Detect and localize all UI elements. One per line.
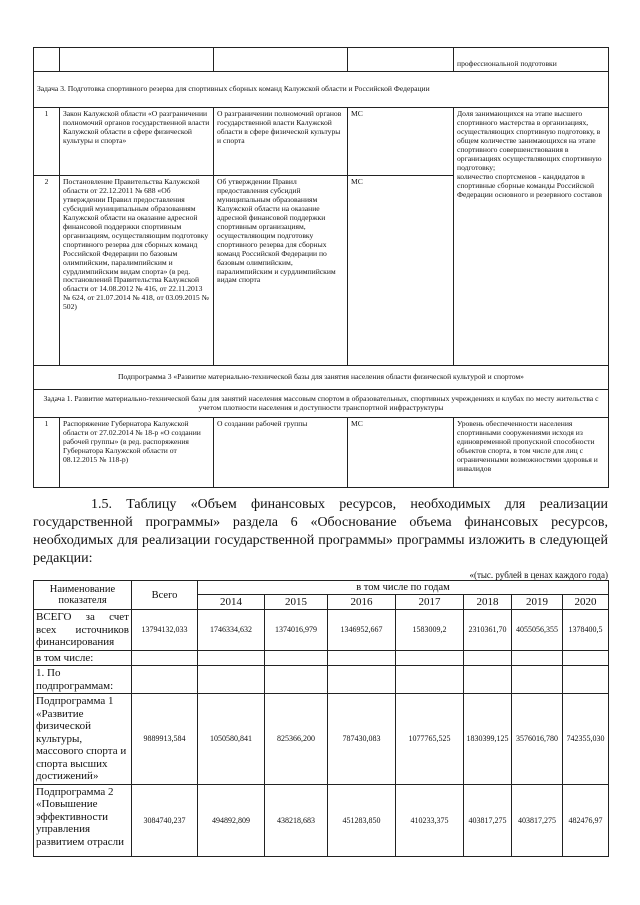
row-name: 1. По подпрограммам: <box>34 666 132 694</box>
subject-cell: О создании рабочей группы <box>214 418 348 488</box>
row-value: 825366,200 <box>265 694 328 785</box>
row-value: 403817,275 <box>512 784 563 856</box>
document-cell: Постановление Правительства Калужской области от 22.12.2011 № 688 «Об утверждении Правил предоставления субсидий муниципальным образованиям Калужской области на оказание адресной финансовой поддержки спортивным организациям, осуществляющим подготовку спортивного резерва для сборных команд Российской Федерации по базовым олимпийским, паралимпийским и сурдлимпийским видам спорта» (в ред. постановлений Правительства Калужской области от 14.08.2012 № 416, от 22.11.2013 № 624, от 21.07.2014 № 418, от 03.09.2015 № 502) <box>60 176 214 366</box>
row-number: 2 <box>34 176 60 366</box>
row-name: в том числе: <box>34 650 132 666</box>
subject-cell: Об утверждении Правил предоставления субсидий муниципальным образованиям Калужской области на оказание адресной финансовой поддержки спортивным организациям, осуществляющим подготовку спортивного резерва для сборных команд Российской Федерации по базовым олимпийским, паралимпийским и сурдлимпийским видам спорта <box>214 176 348 366</box>
task1-header-row <box>34 390 609 418</box>
year-header: 2020 <box>563 595 609 610</box>
row-value: 438218,683 <box>265 784 328 856</box>
finance-row-including <box>34 650 609 666</box>
row-value: 1378400,5 <box>563 610 609 651</box>
year-header: 2019 <box>512 595 563 610</box>
year-header: 2018 <box>464 595 512 610</box>
row-total: 13794132,033 <box>132 610 198 651</box>
row-value: 787430,083 <box>328 694 396 785</box>
finance-row-by-subprograms <box>34 666 609 694</box>
year-header: 2014 <box>198 595 265 610</box>
row-number: 1 <box>34 108 60 176</box>
finance-row-subprogram-1 <box>34 694 609 785</box>
regulatory-acts-table <box>33 47 609 488</box>
row-value: 1746334,632 <box>198 610 265 651</box>
task3-row-1 <box>34 108 609 176</box>
finance-row-subprogram-2 <box>34 784 609 856</box>
row-value: 494892,809 <box>198 784 265 856</box>
executor-cell: МС <box>348 176 454 366</box>
task1-row-1 <box>34 418 609 488</box>
executor-cell: МС <box>348 418 454 488</box>
units-note: «(тыс. рублей в ценах каждого года) <box>469 570 608 580</box>
indicator-text-2: количество спортсменов - кандидатов в спортивные сборные команды Российской Федерации основного и резервного составов <box>457 171 602 199</box>
row-name: Подпрограмма 2 «Повышение эффективности управления развитием отрасли <box>34 784 132 856</box>
row-value: 1374016,979 <box>265 610 328 651</box>
row-value: 1050580,841 <box>198 694 265 785</box>
indicator-text-1: Доля занимающихся на этапе высшего спортивного мастерства в организациях, осуществляющих спортивную подготовку, в общем количестве занимающихся на этапе спортивного совершенствования в организациях осуществляющих спортивную подготовку; <box>457 109 602 172</box>
executor-cell: МС <box>348 108 454 176</box>
subprogram3-header: Подпрограмма 3 «Развитие материально-технической базы для занятия населения области физической культурой и спортом» <box>34 366 609 390</box>
row-value: 1346952,667 <box>328 610 396 651</box>
task3-header: Задача 3. Подготовка спортивного резерва для спортивных сборных команд Калужской области и Российской Федерации <box>34 72 609 108</box>
amendment-paragraph <box>33 496 608 568</box>
subprogram3-header-row <box>34 366 609 390</box>
col-years-group-header: в том числе по годам <box>198 581 609 595</box>
row-value: 1077765,525 <box>396 694 464 785</box>
task1-header: Задача 1. Развитие материально-технической базы для занятий населения массовым спортом в образовательных, спортивных учреждениях и клубах по месту жительства с учетом плотности населения и доступности транспортной инфраструктуры <box>34 390 609 418</box>
subject-cell: О разграничении полномочий органов государственной власти Калужской области в сфере физической культуры и спорта <box>214 108 348 176</box>
row-value: 482476,97 <box>563 784 609 856</box>
row-name: ВСЕГО за счет всех источников финансирования <box>34 610 132 651</box>
row-value: 403817,275 <box>464 784 512 856</box>
finance-row-total <box>34 610 609 651</box>
indicator-cell: Уровень обеспеченности населения спортивными сооружениями исходя из единовременной пропускной способности объектов спорта, в том числе для лиц с ограниченными возможностями здоровья и инвалидов <box>454 418 609 488</box>
finance-table <box>33 580 609 857</box>
row-total: 9889913,584 <box>132 694 198 785</box>
row-total: 3084740,237 <box>132 784 198 856</box>
col-total-header: Всего <box>132 581 198 610</box>
row-value: 2310361,70 <box>464 610 512 651</box>
year-header: 2015 <box>265 595 328 610</box>
finance-header-row-1 <box>34 581 609 595</box>
amendment-text: 1.5. Таблицу «Объем финансовых ресурсов, необходимых для реализации государственной программы» раздела 6 «Обоснование объема финансовых ресурсов, необходимых для реализации государственной программы» программы изложить в следующей редакции: <box>33 497 608 566</box>
year-header: 2017 <box>396 595 464 610</box>
row-value: 1830399,125 <box>464 694 512 785</box>
task3-header-row <box>34 72 609 108</box>
col-name-header: Наименование показателя <box>34 581 132 610</box>
row-value: 451283,850 <box>328 784 396 856</box>
document-cell: Закон Калужской области «О разграничении полномочий органов государственной власти Калужской области в сфере физической культуры и спорта» <box>60 108 214 176</box>
row-number: 1 <box>34 418 60 488</box>
row-name: Подпрограмма 1 «Развитие физической культуры, массового спорта и спорта высших достижений» <box>34 694 132 785</box>
row-value: 410233,375 <box>396 784 464 856</box>
row-value: 1583009,2 <box>396 610 464 651</box>
continuation-row <box>34 48 609 72</box>
continuation-text: профессиональной подготовки <box>454 48 609 72</box>
document-cell: Распоряжение Губернатора Калужской области от 27.02.2014 № 18-р «О создании рабочей группы» (в ред. распоряжения Губернатора Калужской области от 08.12.2015 № 118-р) <box>60 418 214 488</box>
year-header: 2016 <box>328 595 396 610</box>
row-value: 4055056,355 <box>512 610 563 651</box>
row-value: 742355,030 <box>563 694 609 785</box>
indicator-cell <box>454 108 609 366</box>
row-value: 3576016,780 <box>512 694 563 785</box>
